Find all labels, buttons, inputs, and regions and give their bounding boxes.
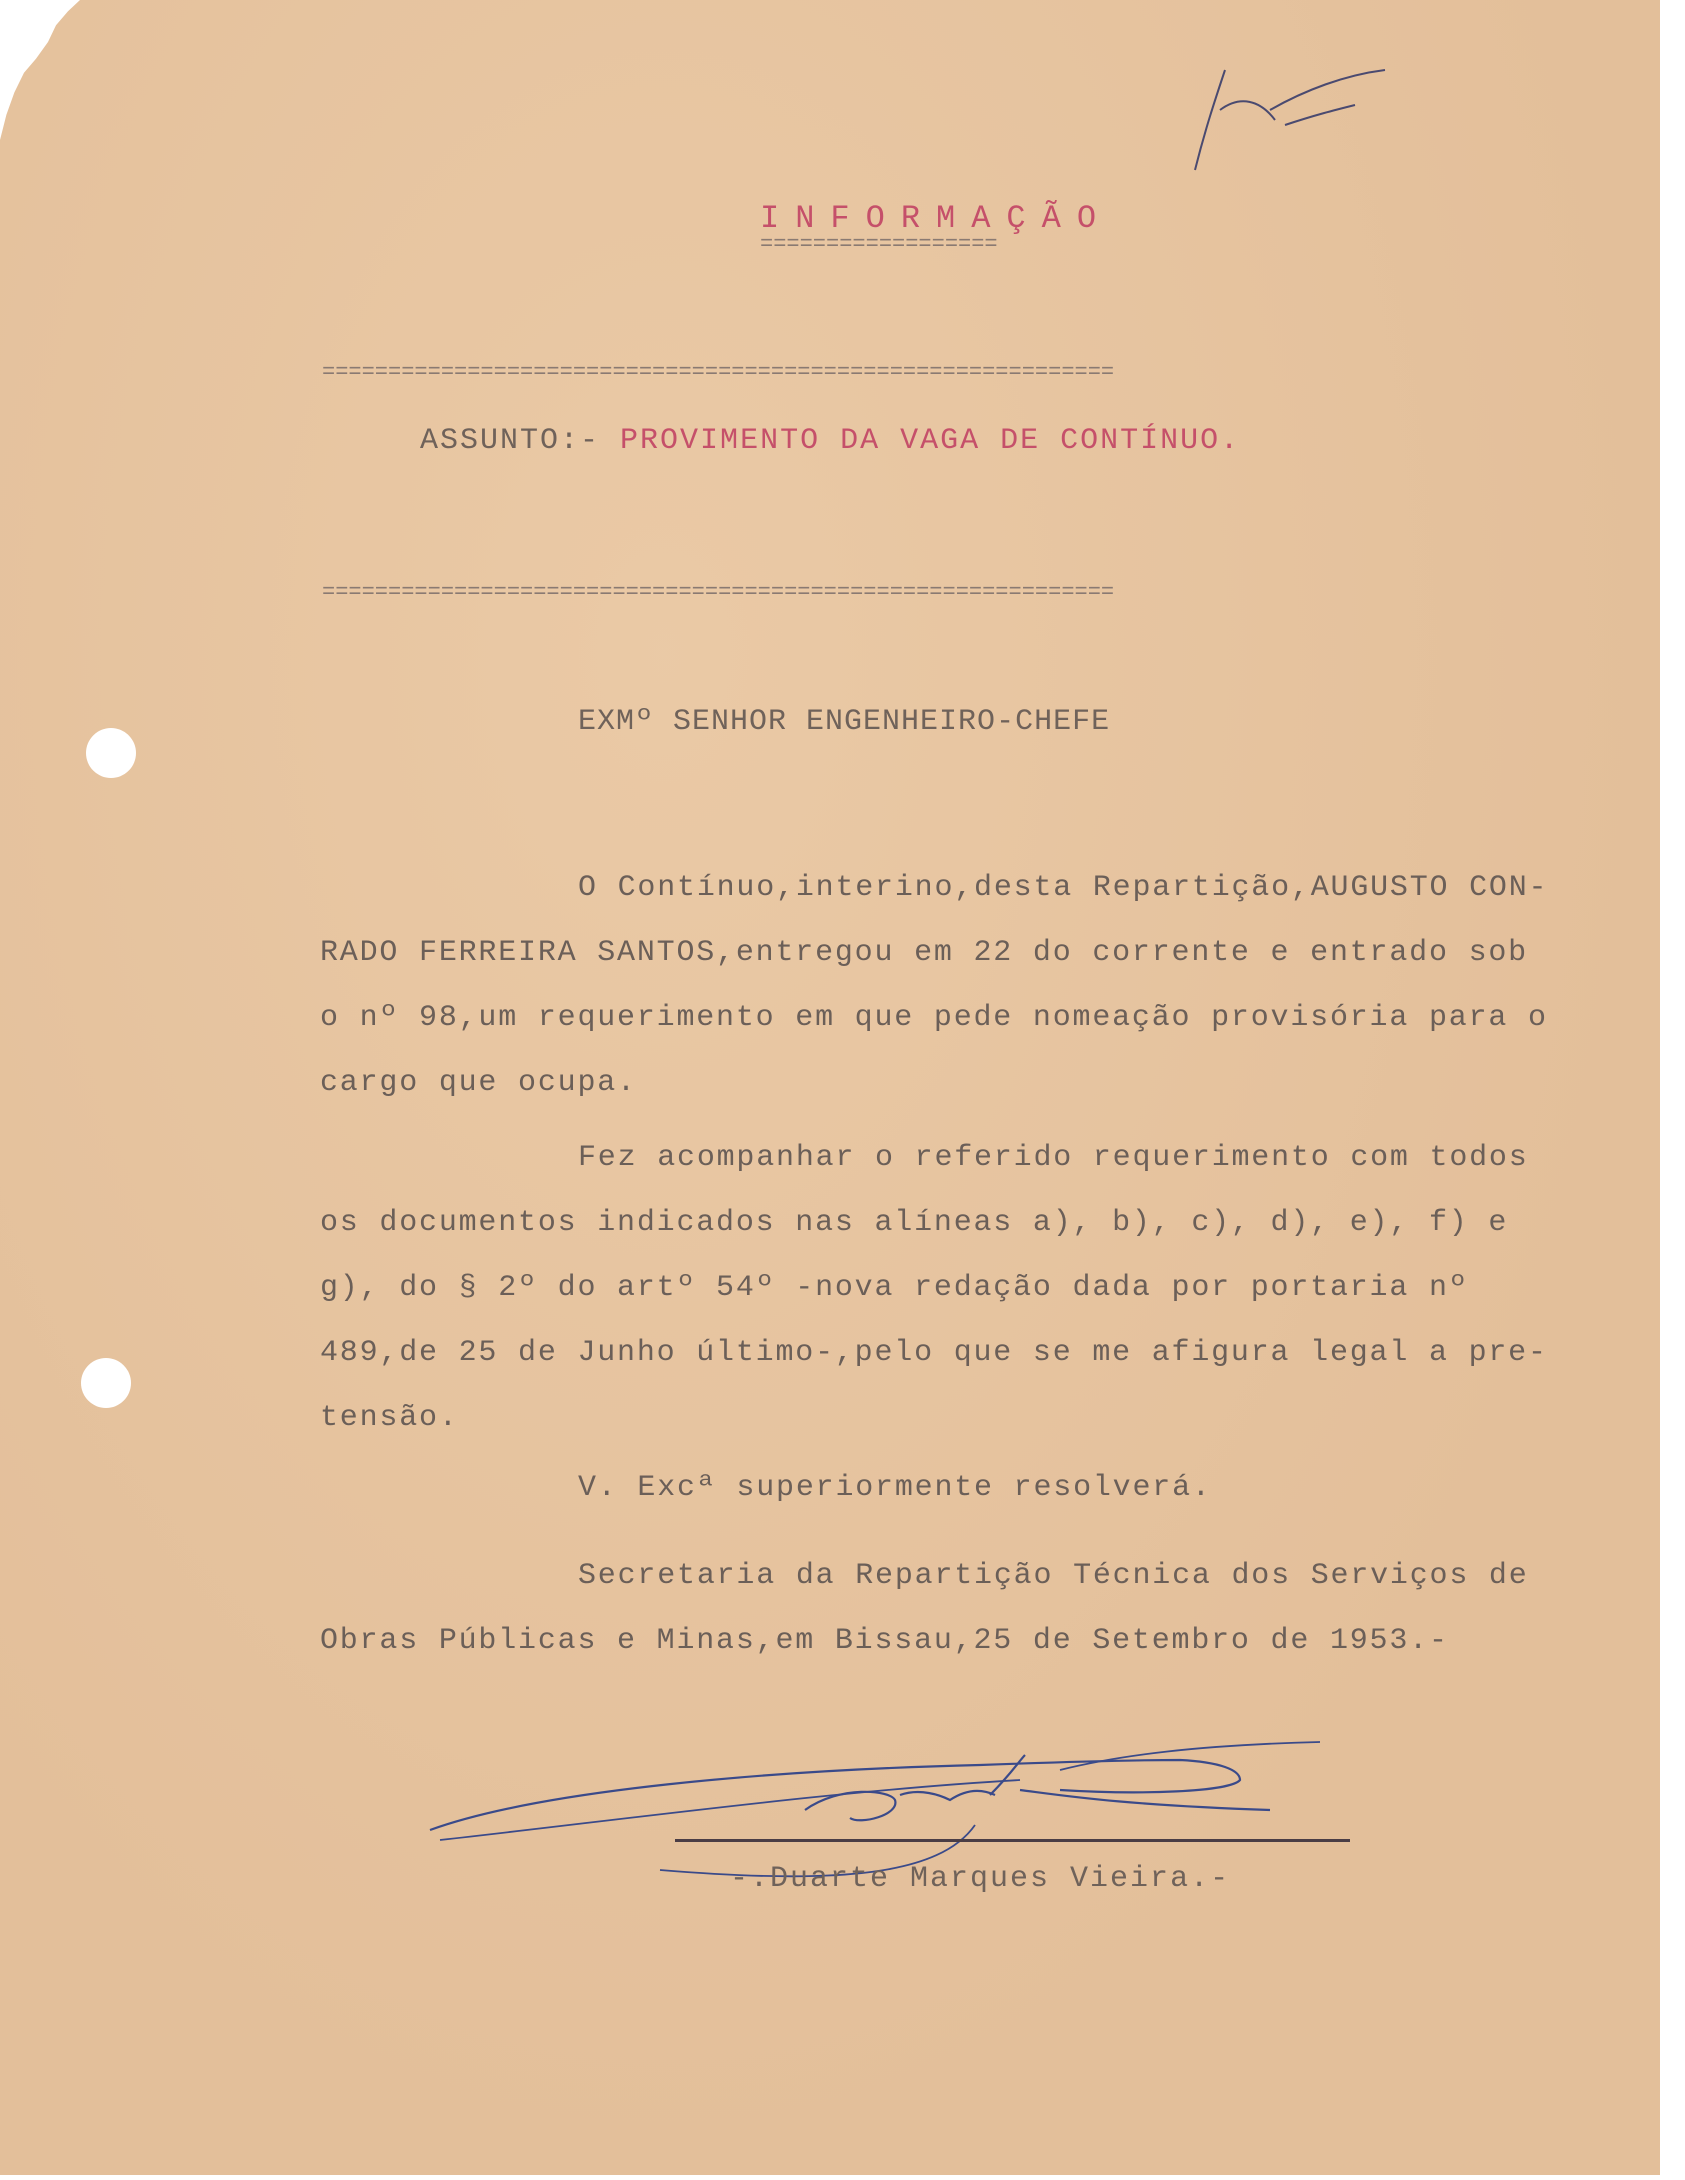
punch-hole-bottom bbox=[81, 1358, 131, 1408]
paragraph-1-line: o nº 98,um requerimento em que pede nomeação provisória para o bbox=[320, 1001, 1548, 1035]
paragraph-2 bbox=[320, 1126, 1548, 1451]
handwritten-initials bbox=[1165, 50, 1395, 190]
title-underline: ================== bbox=[760, 232, 998, 257]
handwritten-signature bbox=[420, 1700, 1320, 1880]
paragraph-2-line: os documentos indicados nas alíneas a), b), c), d), e), f) e bbox=[320, 1206, 1509, 1240]
paragraph-2-line: g), do § 2º do artº 54º -nova redação dada por portaria nº bbox=[320, 1271, 1469, 1305]
subject-line bbox=[420, 424, 1240, 458]
document-title: INFORMAÇÃO bbox=[760, 200, 1113, 237]
place-date bbox=[320, 1544, 1529, 1674]
paragraph-2-line: tensão. bbox=[320, 1401, 459, 1435]
subject-label: ASSUNTO:- bbox=[420, 424, 601, 458]
closing-text: V. Excª superiormente resolverá. bbox=[578, 1471, 1212, 1505]
paragraph-1-line: RADO FERREIRA SANTOS,entregou em 22 do corrente e entrado sob bbox=[320, 936, 1528, 970]
signatory-name: -.Duarte Marques Vieira.- bbox=[730, 1862, 1231, 1896]
place-date-line: Obras Públicas e Minas,em Bissau,25 de Setembro de 1953.- bbox=[320, 1624, 1449, 1658]
torn-corner bbox=[0, 0, 80, 140]
paragraph-2-line: Fez acompanhar o referido requerimento com todos bbox=[578, 1141, 1529, 1175]
subject-value: PROVIMENTO DA VAGA DE CONTÍNUO. bbox=[620, 424, 1241, 458]
separator-rule-bottom: ============================================================ bbox=[322, 580, 1115, 605]
place-date-line: Secretaria da Repartição Técnica dos Serviços de bbox=[578, 1559, 1529, 1593]
punch-hole-top bbox=[86, 728, 136, 778]
salutation: EXMº SENHOR ENGENHEIRO-CHEFE bbox=[578, 705, 1111, 739]
closing-line bbox=[578, 1456, 1212, 1521]
signature-line bbox=[675, 1839, 1350, 1842]
paragraph-1 bbox=[320, 856, 1548, 1116]
separator-rule-top: ============================================================ bbox=[322, 360, 1115, 385]
paragraph-1-line: O Contínuo,interino,desta Repartição,AUGUSTO CON- bbox=[578, 871, 1549, 905]
paragraph-1-line: cargo que ocupa. bbox=[320, 1066, 637, 1100]
paragraph-2-line: 489,de 25 de Junho último-,pelo que se me afigura legal a pre- bbox=[320, 1336, 1548, 1370]
